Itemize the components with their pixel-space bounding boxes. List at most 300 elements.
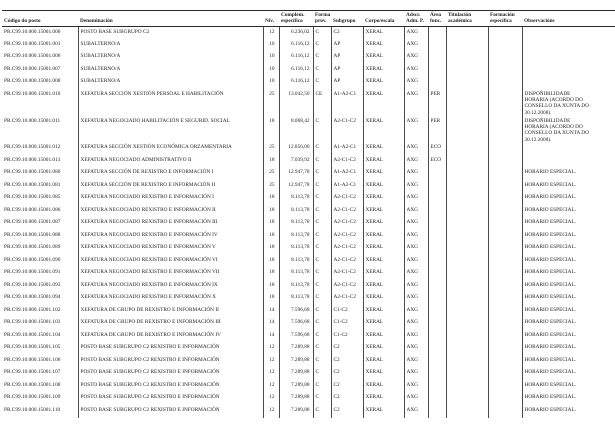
cell-codigo: PR.C99.10.000.15001.089: [4, 244, 61, 251]
cell-denominacion: XEFATURA NEGOCIADO REXISTRO E INFORMACIÓN II: [78, 205, 263, 218]
cell-forma-prov: C: [313, 380, 331, 393]
cell-adscr-adm-p: AXG: [404, 218, 428, 231]
cell-area-func: [428, 255, 446, 268]
cell-observacions: HORARIO ESPECIAL.: [522, 255, 615, 268]
table-row: [2, 330, 615, 343]
table-row: [2, 64, 615, 77]
cell-subgrupo: C1-C2: [331, 318, 363, 331]
cell-titulacion-academica: [446, 405, 488, 418]
cell-adscr-adm-p: AXG: [404, 27, 428, 40]
cell-adscr-adm-p: AXG: [404, 143, 428, 156]
column-header-area-func: [428, 11, 446, 27]
cell-observacions: DISPOÑIBILIDADE HORARIA (ACORDO DO CONSELLO DA XUNTA DO 30.12.2008).: [522, 116, 615, 143]
cell-titulacion-academica: [446, 293, 488, 306]
cell-complem-especifico: 7.596,68: [279, 318, 313, 331]
cell-observacions: [522, 77, 615, 90]
cell-titulacion-academica: [446, 180, 488, 193]
table-row: [2, 143, 615, 156]
cell-forma-prov: C: [313, 255, 331, 268]
cell-corpo-escala: XERAL: [363, 155, 404, 168]
cell-corpo-escala: XERAL: [363, 218, 404, 231]
cell-denominacion: XEFATURA NEGOCIADO REXISTRO E INFORMACIÓN I: [78, 193, 263, 206]
cell-denominacion: XEFATURA NEGOCIADO REXISTRO E INFORMACIÓN IV: [78, 230, 263, 243]
cell-adscr-adm-p: AXG: [404, 243, 428, 256]
cell-subgrupo: A2-C1-C2: [331, 116, 363, 143]
cell-subgrupo: A2-C1-C2: [331, 205, 363, 218]
cell-codigo: PR.C99.10.000.15001.007: [4, 65, 61, 72]
cell-observacions: HORARIO ESPECIAL.: [522, 305, 615, 318]
cell-corpo-escala: XERAL: [363, 27, 404, 40]
column-header-titulacion-academica: [446, 11, 488, 27]
cell-subgrupo: A2-C1-C2: [331, 243, 363, 256]
cell-codigo: PR.C99.10.000.15001.086: [4, 206, 61, 213]
cell-codigo: PR.C99.10.000.15001.001: [4, 40, 61, 47]
cell-niv: 12: [263, 393, 279, 406]
cell-subgrupo: A2-C1-C2: [331, 255, 363, 268]
cell-complem-especifico: 8.068,42: [279, 116, 313, 143]
cell-corpo-escala: XERAL: [363, 243, 404, 256]
cell-denominacion: XEFATURA NEGOCIADO REXISTRO E INFORMACIÓN V: [78, 243, 263, 256]
cell-formacion-especifica: [488, 52, 522, 65]
cell-observacions: HORARIO ESPECIAL.: [522, 180, 615, 193]
cell-corpo-escala: XERAL: [363, 64, 404, 77]
cell-corpo-escala: XERAL: [363, 180, 404, 193]
cell-codigo: PR.C99.10.000.15001.006: [4, 53, 61, 60]
cell-niv: 18: [263, 116, 279, 143]
cell-observacions: HORARIO ESPECIAL.: [522, 230, 615, 243]
cell-area-func: [428, 180, 446, 193]
table-row: [2, 293, 615, 306]
cell-formacion-especifica: [488, 330, 522, 343]
cell-subgrupo: C2: [331, 393, 363, 406]
cell-subgrupo: C2: [331, 355, 363, 368]
cell-corpo-escala: XERAL: [363, 343, 404, 356]
cell-subgrupo: AP: [331, 77, 363, 90]
cell-subgrupo: A1-A2-C1: [331, 143, 363, 156]
cell-niv: 10: [263, 39, 279, 52]
cell-corpo-escala: XERAL: [363, 355, 404, 368]
cell-observacions: [522, 64, 615, 77]
cell-formacion-especifica: [488, 343, 522, 356]
cell-niv: 10: [263, 52, 279, 65]
table-row: [2, 355, 615, 368]
cell-titulacion-academica: [446, 343, 488, 356]
cell-observacions: HORARIO ESPECIAL.: [522, 193, 615, 206]
cell-corpo-escala: XERAL: [363, 393, 404, 406]
cell-area-func: [428, 405, 446, 418]
cell-adscr-adm-p: AXG: [404, 305, 428, 318]
cell-complem-especifico: 8.113,78: [279, 293, 313, 306]
cell-observacions: HORARIO ESPECIAL.: [522, 280, 615, 293]
cell-observacions: HORARIO ESPECIAL.: [522, 293, 615, 306]
cell-denominacion: XEFATURA NEGOCIADO REXISTRO E INFORMACIÓN VII: [78, 268, 263, 281]
cell-area-func: [428, 230, 446, 243]
column-header-titulacion-academica-line2: académica: [448, 18, 472, 25]
cell-corpo-escala: XERAL: [363, 293, 404, 306]
cell-formacion-especifica: [488, 64, 522, 77]
table-row: [2, 268, 615, 281]
cell-corpo-escala: XERAL: [363, 77, 404, 90]
cell-forma-prov: C: [313, 218, 331, 231]
cell-adscr-adm-p: AXG: [404, 330, 428, 343]
cell-niv: 18: [263, 293, 279, 306]
cell-complem-especifico: 13.042,50: [279, 89, 313, 116]
cell-codigo: PR.C99.10.000.15001.000: [4, 28, 61, 35]
cell-observacions: HORARIO ESPECIAL.: [522, 355, 615, 368]
cell-denominacion: XEFATURA DE GRUPO DE REXISTRO E INFORMACIÓN II: [78, 305, 263, 318]
cell-area-func: [428, 205, 446, 218]
cell-observacions: HORARIO ESPECIAL.: [522, 268, 615, 281]
cell-denominacion: SUBALTERNO/A: [78, 39, 263, 52]
table-row: [2, 318, 615, 331]
cell-corpo-escala: XERAL: [363, 268, 404, 281]
cell-observacions: HORARIO ESPECIAL.: [522, 205, 615, 218]
cell-observacions: HORARIO ESPECIAL.: [522, 368, 615, 381]
cell-observacions: HORARIO ESPECIAL.: [522, 318, 615, 331]
cell-formacion-especifica: [488, 405, 522, 418]
cell-forma-prov: C: [313, 293, 331, 306]
cell-niv: 25: [263, 180, 279, 193]
cell-titulacion-academica: [446, 305, 488, 318]
cell-titulacion-academica: [446, 380, 488, 393]
cell-formacion-especifica: [488, 380, 522, 393]
cell-forma-prov: C: [313, 318, 331, 331]
cell-adscr-adm-p: AXG: [404, 89, 428, 116]
cell-titulacion-academica: [446, 218, 488, 231]
cell-observacions: HORARIO ESPECIAL.: [522, 218, 615, 231]
cell-forma-prov: C: [313, 168, 331, 181]
cell-area-func: [428, 380, 446, 393]
cell-formacion-especifica: [488, 268, 522, 281]
cell-subgrupo: C1-C2: [331, 305, 363, 318]
cell-adscr-adm-p: AXG: [404, 368, 428, 381]
table-row: [2, 52, 615, 65]
column-header-corpo-escala-line2: Corpo/escala: [365, 18, 395, 25]
cell-adscr-adm-p: AXG: [404, 355, 428, 368]
cell-titulacion-academica: [446, 318, 488, 331]
column-header-niv-line2: Niv.: [265, 18, 274, 25]
cell-denominacion: XEFATURA NEGOCIADO REXISTRO E INFORMACIÓN X: [78, 293, 263, 306]
cell-area-func: [428, 193, 446, 206]
cell-codigo: PR.C99.10.000.15001.093: [4, 281, 61, 288]
cell-titulacion-academica: [446, 155, 488, 168]
cell-titulacion-academica: [446, 27, 488, 40]
cell-formacion-especifica: [488, 230, 522, 243]
cell-complem-especifico: 7.289,88: [279, 393, 313, 406]
cell-adscr-adm-p: AXG: [404, 405, 428, 418]
cell-forma-prov: C: [313, 368, 331, 381]
cell-subgrupo: A1-A2-C1: [331, 89, 363, 116]
cell-corpo-escala: XERAL: [363, 305, 404, 318]
cell-niv: 25: [263, 168, 279, 181]
column-header-area-func-line1: Área: [430, 12, 442, 18]
cell-subgrupo: C2: [331, 368, 363, 381]
cell-titulacion-academica: [446, 255, 488, 268]
cell-codigo: PR.C99.10.000.15001.081: [4, 181, 61, 188]
cell-forma-prov: C: [313, 268, 331, 281]
cell-denominacion: XEFATURA DE GRUPO DE REXISTRO E INFORMACIÓN IV: [78, 330, 263, 343]
cell-observacions: [522, 52, 615, 65]
cell-complem-especifico: 8.113,78: [279, 268, 313, 281]
cell-formacion-especifica: [488, 393, 522, 406]
cell-complem-especifico: 6.236,02: [279, 27, 313, 40]
cell-codigo: PR.C99.10.000.15001.102: [4, 306, 61, 313]
cell-corpo-escala: XERAL: [363, 330, 404, 343]
column-header-adscr-adm-p: [404, 11, 428, 27]
cell-niv: 12: [263, 27, 279, 40]
cell-observacions: [522, 39, 615, 52]
cell-observacions: [522, 27, 615, 40]
cell-titulacion-academica: [446, 143, 488, 156]
cell-denominacion: POSTO BASE SUBGRUPO C2 REXISTRO E INFORMACIÓN: [78, 355, 263, 368]
table-row: [2, 168, 615, 181]
cell-complem-especifico: 7.289,88: [279, 380, 313, 393]
cell-formacion-especifica: [488, 116, 522, 143]
cell-area-func: [428, 27, 446, 40]
cell-subgrupo: A2-C1-C2: [331, 155, 363, 168]
cell-forma-prov: C: [313, 280, 331, 293]
cell-subgrupo: A2-C1-C2: [331, 230, 363, 243]
column-header-formacion-especifica: [488, 11, 522, 27]
column-header-observacions-line2: Observacións: [524, 18, 555, 25]
cell-corpo-escala: XERAL: [363, 52, 404, 65]
cell-denominacion: XEFATURA SECCIÓN DE REXISTRO E INFORMACIÓN I: [78, 168, 263, 181]
cell-forma-prov: C: [313, 330, 331, 343]
cell-area-func: PER: [428, 89, 446, 116]
column-header-niv: [263, 11, 279, 27]
cell-formacion-especifica: [488, 205, 522, 218]
table-row: [2, 155, 615, 168]
cell-codigo: PR.C99.10.000.15001.106: [4, 356, 61, 363]
cell-complem-especifico: 6.116,12: [279, 77, 313, 90]
table-row: [2, 205, 615, 218]
cell-niv: 18: [263, 255, 279, 268]
table-row: [2, 230, 615, 243]
cell-titulacion-academica: [446, 243, 488, 256]
cell-area-func: [428, 218, 446, 231]
table-row: [2, 255, 615, 268]
cell-adscr-adm-p: AXG: [404, 180, 428, 193]
cell-complem-especifico: 6.116,12: [279, 39, 313, 52]
cell-area-func: [428, 168, 446, 181]
column-header-complem-especifico: [279, 11, 313, 27]
column-header-subgrupo: [331, 11, 363, 27]
cell-subgrupo: A1-A2-C1: [331, 180, 363, 193]
cell-subgrupo: AP: [331, 64, 363, 77]
cell-codigo: PR.C99.10.000.15001.107: [4, 369, 61, 376]
cell-complem-especifico: 7.039,92: [279, 155, 313, 168]
cell-niv: 18: [263, 230, 279, 243]
column-header-complem-especifico-line1: Complem.: [281, 12, 305, 18]
cell-forma-prov: C: [313, 77, 331, 90]
cell-adscr-adm-p: AXG: [404, 393, 428, 406]
cell-corpo-escala: XERAL: [363, 168, 404, 181]
cell-denominacion: SUBALTERNO/A: [78, 64, 263, 77]
cell-formacion-especifica: [488, 39, 522, 52]
cell-forma-prov: C: [313, 143, 331, 156]
table-row: [2, 116, 615, 143]
cell-codigo: PR.C99.10.000.15001.085: [4, 194, 61, 201]
cell-titulacion-academica: [446, 89, 488, 116]
cell-denominacion: XEFATURA SECCIÓN XESTIÓN ECONÓMICA ORZAMENTARIA: [78, 143, 263, 156]
cell-forma-prov: C: [313, 155, 331, 168]
cell-titulacion-academica: [446, 268, 488, 281]
table-body: [2, 27, 615, 418]
cell-niv: 18: [263, 268, 279, 281]
cell-forma-prov: CE: [313, 89, 331, 116]
column-header-forma-prov-line2: prov.: [315, 18, 327, 25]
cell-area-func: [428, 39, 446, 52]
cell-adscr-adm-p: AXG: [404, 52, 428, 65]
cell-niv: 14: [263, 305, 279, 318]
cell-complem-especifico: 8.113,78: [279, 205, 313, 218]
cell-formacion-especifica: [488, 168, 522, 181]
cell-codigo: PR.C99.10.000.15001.080: [4, 169, 61, 176]
cell-area-func: ECO: [428, 155, 446, 168]
cell-formacion-especifica: [488, 355, 522, 368]
cell-observacions: HORARIO ESPECIAL.: [522, 330, 615, 343]
cell-codigo: PR.C99.10.000.15001.104: [4, 331, 61, 338]
cell-codigo: PR.C99.10.000.15001.011: [4, 117, 61, 124]
cell-forma-prov: C: [313, 180, 331, 193]
cell-observacions: DISPOÑIBILIDADE HORARIA (ACORDO DO CONSELLO DA XUNTA DO 30.12.2008).: [522, 89, 615, 116]
cell-observacions: HORARIO ESPECIAL.: [522, 343, 615, 356]
cell-niv: 25: [263, 143, 279, 156]
column-header-observacions: [522, 11, 615, 27]
cell-area-func: [428, 330, 446, 343]
cell-formacion-especifica: [488, 155, 522, 168]
cell-adscr-adm-p: AXG: [404, 116, 428, 143]
cell-subgrupo: A2-C1-C2: [331, 193, 363, 206]
cell-denominacion: XEFATURA NEGOCIADO REXISTRO E INFORMACIÓN IX: [78, 280, 263, 293]
cell-corpo-escala: XERAL: [363, 318, 404, 331]
cell-complem-especifico: 7.596,68: [279, 330, 313, 343]
cell-formacion-especifica: [488, 305, 522, 318]
table-row: [2, 343, 615, 356]
table-row: [2, 218, 615, 231]
cell-area-func: [428, 343, 446, 356]
cell-denominacion: POSTO BASE SUBGRUPO C2 REXISTRO E INFORMACIÓN: [78, 380, 263, 393]
cell-titulacion-academica: [446, 193, 488, 206]
cell-complem-especifico: 12.947,78: [279, 180, 313, 193]
cell-observacions: HORARIO ESPECIAL.: [522, 393, 615, 406]
cell-niv: 18: [263, 218, 279, 231]
table-row: [2, 405, 615, 418]
cell-area-func: [428, 355, 446, 368]
cell-complem-especifico: 8.113,78: [279, 280, 313, 293]
cell-complem-especifico: 7.596,68: [279, 305, 313, 318]
column-header-codigo: [2, 11, 78, 27]
cell-adscr-adm-p: AXG: [404, 230, 428, 243]
cell-titulacion-academica: [446, 368, 488, 381]
cell-formacion-especifica: [488, 255, 522, 268]
cell-complem-especifico: 8.113,78: [279, 218, 313, 231]
cell-forma-prov: C: [313, 230, 331, 243]
cell-niv: 12: [263, 380, 279, 393]
cell-observacions: HORARIO ESPECIAL.: [522, 168, 615, 181]
cell-corpo-escala: XERAL: [363, 368, 404, 381]
column-header-forma-prov-line1: Forma: [315, 12, 331, 18]
cell-adscr-adm-p: AXG: [404, 155, 428, 168]
cell-subgrupo: A2-C1-C2: [331, 293, 363, 306]
cell-denominacion: POSTO BASE SUBGRUPO C2 REXISTRO E INFORMACIÓN: [78, 405, 263, 418]
cell-subgrupo: AP: [331, 39, 363, 52]
column-header-denominacion: [78, 11, 263, 27]
cell-corpo-escala: XERAL: [363, 89, 404, 116]
table-row: [2, 193, 615, 206]
cell-niv: 14: [263, 330, 279, 343]
cell-niv: 12: [263, 355, 279, 368]
cell-subgrupo: C2: [331, 27, 363, 40]
cell-observacions: [522, 143, 615, 156]
cell-complem-especifico: 7.289,88: [279, 405, 313, 418]
cell-complem-especifico: 7.289,88: [279, 355, 313, 368]
cell-complem-especifico: 7.289,88: [279, 343, 313, 356]
cell-formacion-especifica: [488, 318, 522, 331]
cell-denominacion: XEFATURA DE GRUPO DE REXISTRO E INFORMACIÓN III: [78, 318, 263, 331]
cell-observacions: HORARIO ESPECIAL.: [522, 405, 615, 418]
cell-codigo: PR.C99.10.000.15001.110: [4, 406, 61, 413]
cell-corpo-escala: XERAL: [363, 230, 404, 243]
cell-complem-especifico: 6.116,12: [279, 52, 313, 65]
cell-formacion-especifica: [488, 280, 522, 293]
cell-complem-especifico: 8.113,78: [279, 193, 313, 206]
cell-adscr-adm-p: AXG: [404, 39, 428, 52]
cell-niv: 12: [263, 368, 279, 381]
cell-corpo-escala: XERAL: [363, 143, 404, 156]
cell-codigo: PR.C99.10.000.15001.013: [4, 156, 61, 163]
cell-complem-especifico: 12.856,00: [279, 143, 313, 156]
table-row: [2, 77, 615, 90]
table-row: [2, 39, 615, 52]
column-header-codigo-line2: Código do posto: [4, 18, 41, 25]
table-row: [2, 393, 615, 406]
cell-denominacion: SUBALTERNO/A: [78, 52, 263, 65]
cell-subgrupo: A2-C1-C2: [331, 218, 363, 231]
cell-area-func: [428, 77, 446, 90]
cell-codigo: PR.C99.10.000.15001.094: [4, 294, 61, 301]
cell-corpo-escala: XERAL: [363, 205, 404, 218]
cell-corpo-escala: XERAL: [363, 380, 404, 393]
column-header-denominacion-line2: Denominación: [80, 18, 113, 25]
cell-forma-prov: C: [313, 64, 331, 77]
table-row: [2, 180, 615, 193]
cell-complem-especifico: 6.116,12: [279, 64, 313, 77]
cell-area-func: [428, 293, 446, 306]
cell-titulacion-academica: [446, 52, 488, 65]
cell-area-func: [428, 368, 446, 381]
cell-titulacion-academica: [446, 280, 488, 293]
cell-area-func: [428, 305, 446, 318]
rpt-table: [2, 10, 615, 418]
cell-titulacion-academica: [446, 205, 488, 218]
cell-forma-prov: C: [313, 205, 331, 218]
cell-codigo: PR.C99.10.000.15001.012: [4, 144, 61, 151]
cell-codigo: PR.C99.10.000.15001.091: [4, 269, 61, 276]
cell-forma-prov: C: [313, 393, 331, 406]
cell-codigo: PR.C99.10.000.15001.088: [4, 231, 61, 238]
cell-denominacion: POSTO BASE SUBGRUPO C2: [78, 27, 263, 40]
cell-forma-prov: C: [313, 305, 331, 318]
cell-area-func: PER: [428, 116, 446, 143]
cell-codigo: PR.C99.10.000.15001.105: [4, 344, 61, 351]
column-header-complem-especifico-line2: específico: [281, 18, 303, 25]
cell-codigo: PR.C99.10.000.15001.103: [4, 319, 61, 326]
cell-titulacion-academica: [446, 230, 488, 243]
cell-titulacion-academica: [446, 39, 488, 52]
table-header-row: [2, 11, 615, 27]
column-header-forma-prov: [313, 11, 331, 27]
